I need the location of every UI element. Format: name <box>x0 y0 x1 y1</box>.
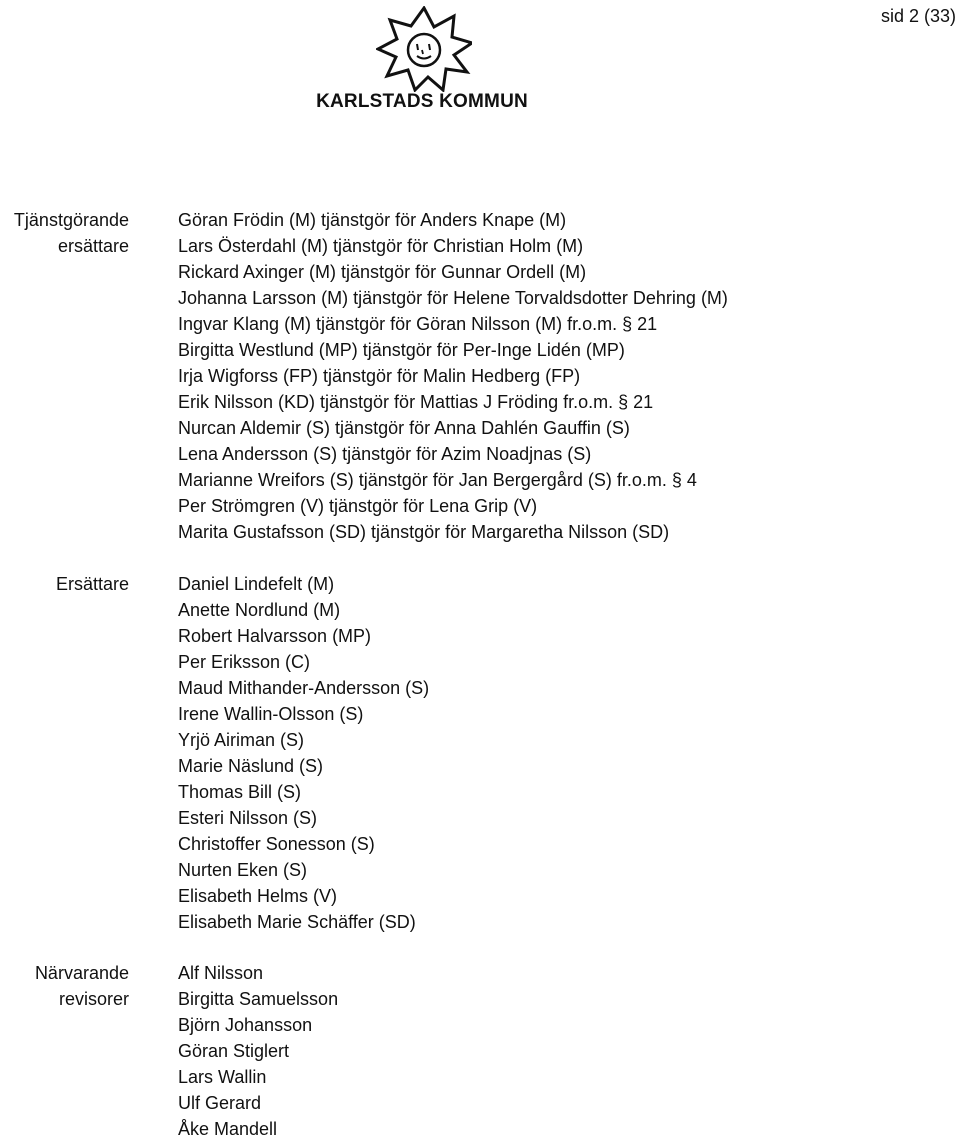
list-item: Marianne Wreifors (S) tjänstgör för Jan Bergergård (S) fr.o.m. § 4 <box>178 470 697 490</box>
list-item: Irene Wallin-Olsson (S) <box>178 704 364 724</box>
list-item: Birgitta Westlund (MP) tjänstgör för Per-Inge Lidén (MP) <box>178 340 625 360</box>
substitute-list <box>178 571 429 935</box>
section-label-line: Tjänstgörande <box>13 210 129 230</box>
auditor-list <box>178 960 338 1142</box>
list-item: Per Strömgren (V) tjänstgör för Lena Grip (V) <box>178 496 538 516</box>
list-item: Christoffer Sonesson (S) <box>178 834 375 854</box>
list-item: Elisabeth Marie Schäffer (SD) <box>178 912 416 932</box>
list-item: Björn Johansson <box>178 1015 313 1035</box>
list-item: Lars Wallin <box>178 1067 267 1087</box>
page-number: sid 2 (33) <box>880 6 956 26</box>
list-item: Elisabeth Helms (V) <box>178 886 338 906</box>
sun-logo-icon <box>376 6 472 92</box>
section-label-line: Närvarande <box>34 963 129 983</box>
section-label <box>0 207 129 259</box>
list-item: Erik Nilsson (KD) tjänstgör för Mattias J Fröding fr.o.m. § 21 <box>178 392 654 412</box>
list-item: Thomas Bill (S) <box>178 782 302 802</box>
list-item: Göran Stiglert <box>178 1041 290 1061</box>
list-item: Ulf Gerard <box>178 1093 262 1113</box>
section-label-line: revisorer <box>58 989 129 1009</box>
logo-text: KARLSTADS KOMMUN <box>316 91 528 112</box>
list-item: Lena Andersson (S) tjänstgör för Azim Noadjnas (S) <box>178 444 592 464</box>
list-item: Per Eriksson (C) <box>178 652 311 672</box>
list-item: Åke Mandell <box>178 1119 278 1139</box>
list-item: Anette Nordlund (M) <box>178 600 341 620</box>
list-item: Birgitta Samuelsson <box>178 989 339 1009</box>
list-item: Irja Wigforss (FP) tjänstgör för Malin Hedberg (FP) <box>178 366 581 386</box>
list-item: Nurcan Aldemir (S) tjänstgör för Anna Dahlén Gauffin (S) <box>178 418 630 438</box>
list-item: Daniel Lindefelt (M) <box>178 574 335 594</box>
list-item: Esteri Nilsson (S) <box>178 808 318 828</box>
list-item: Robert Halvarsson (MP) <box>178 626 372 646</box>
section-label <box>0 960 129 1012</box>
section-label <box>0 571 129 597</box>
list-item: Marita Gustafsson (SD) tjänstgör för Margaretha Nilsson (SD) <box>178 522 670 542</box>
list-item: Marie Näslund (S) <box>178 756 324 776</box>
municipality-logo <box>306 6 538 118</box>
list-item: Lars Österdahl (M) tjänstgör för Christian Holm (M) <box>178 236 584 256</box>
list-item: Rickard Axinger (M) tjänstgör för Gunnar Ordell (M) <box>178 262 587 282</box>
list-item: Ingvar Klang (M) tjänstgör för Göran Nilsson (M) fr.o.m. § 21 <box>178 314 658 334</box>
section-label-line: ersättare <box>57 236 129 256</box>
list-item: Nurten Eken (S) <box>178 860 308 880</box>
section-label-line: Ersättare <box>55 574 129 594</box>
list-item: Yrjö Airiman (S) <box>178 730 305 750</box>
list-item: Johanna Larsson (M) tjänstgör för Helene Torvaldsdotter Dehring (M) <box>178 288 728 308</box>
list-item: Göran Frödin (M) tjänstgör för Anders Knape (M) <box>178 210 567 230</box>
substitute-list <box>178 207 728 545</box>
list-item: Alf Nilsson <box>178 963 264 983</box>
list-item: Maud Mithander-Andersson (S) <box>178 678 430 698</box>
